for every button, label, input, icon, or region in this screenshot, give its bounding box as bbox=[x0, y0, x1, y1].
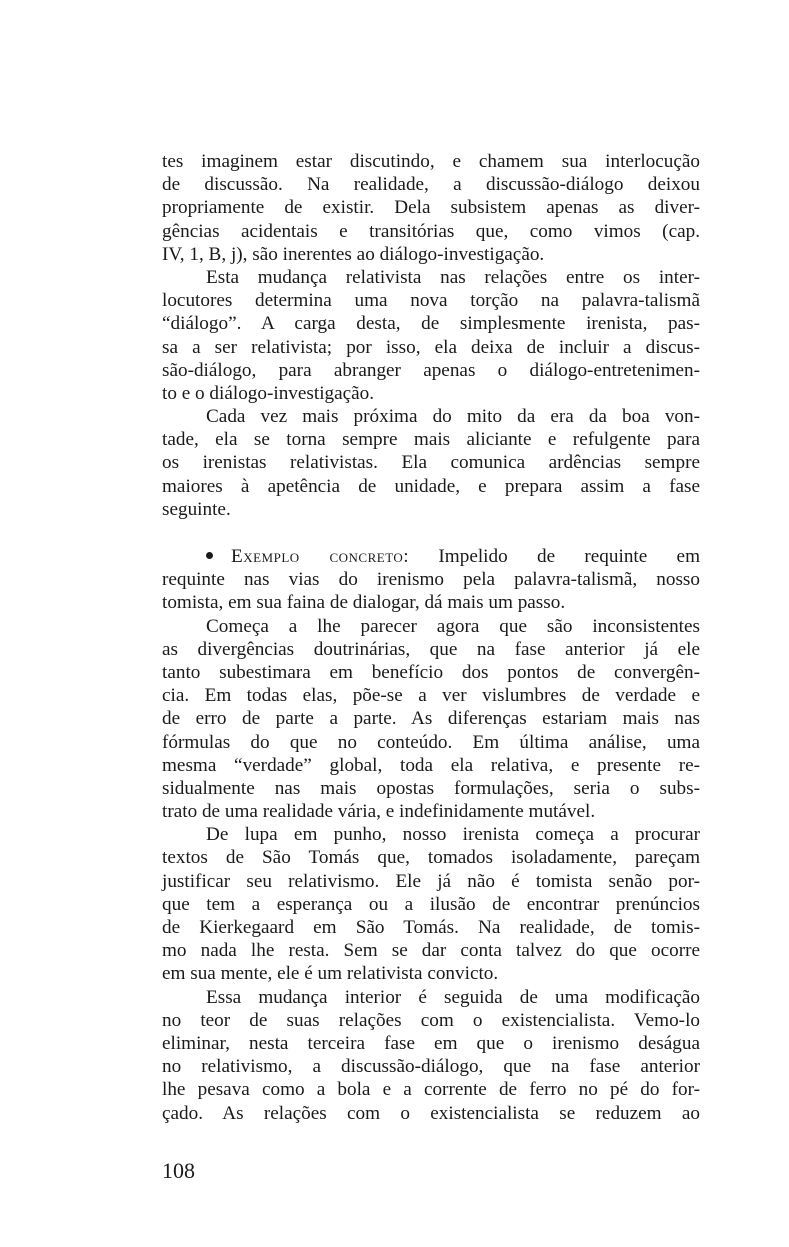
text-line: justificar seu relativismo. Ele já não é tomista senão por- bbox=[162, 870, 700, 892]
text-line: trato de uma realidade vária, e indefinidamente mutável. bbox=[162, 801, 596, 823]
paragraph-7 bbox=[162, 986, 700, 1125]
text-line: De lupa em punho, nosso irenista começa a procurar bbox=[206, 824, 700, 846]
text-line: mo nada lhe resta. Sem se dar conta talvez do que ocorre bbox=[162, 940, 700, 962]
text-line: propriamente de existir. Dela subsistem apenas as diver- bbox=[162, 197, 700, 219]
text-line: to e o diálogo-investigação. bbox=[162, 382, 375, 404]
text-line: em sua mente, ele é um relativista convicto. bbox=[162, 963, 499, 985]
text-line: textos de São Tomás que, tomados isoladamente, pareçam bbox=[162, 847, 700, 869]
text-line: tade, ela se torna sempre mais aliciante e refulgente para bbox=[162, 429, 700, 451]
example-first-line bbox=[162, 545, 700, 568]
text-line: de discussão. Na realidade, a discussão-diálogo deixou bbox=[162, 174, 700, 196]
text-line: cia. Em todas elas, põe-se a ver vislumbres de verdade e bbox=[162, 685, 700, 707]
text-line: mesma “verdade” global, toda ela relativa, e presente re- bbox=[162, 754, 700, 776]
text-line: çado. As relações com o existencialista se reduzem ao bbox=[162, 1102, 700, 1124]
text-line: são-diálogo, para abranger apenas o diálogo-entretenimen- bbox=[162, 359, 700, 381]
text-line: IV, 1, B, j), são inerentes ao diálogo-investigação. bbox=[162, 243, 545, 265]
text-line: locutores determina uma nova torção na palavra-talismã bbox=[162, 290, 700, 312]
text-line: sidualmente nas mais opostas formulações, seria o subs- bbox=[162, 777, 700, 799]
text-line: de erro de parte a parte. As diferenças estariam mais nas bbox=[162, 708, 700, 730]
text-line: Começa a lhe parecer agora que são inconsistentes bbox=[206, 615, 700, 637]
paragraph-1 bbox=[162, 150, 700, 266]
text-line: de Kierkegaard em São Tomás. Na realidade, de tomis- bbox=[162, 917, 700, 938]
bullet-icon bbox=[206, 552, 213, 559]
page-number: 108 bbox=[162, 1158, 195, 1183]
text-line: seguinte. bbox=[162, 498, 231, 520]
text-line: gências acidentais e transitórias que, como vimos (cap. bbox=[162, 220, 700, 242]
text-line: eliminar, nesta terceira fase em que o irenismo deságua bbox=[162, 1032, 700, 1054]
text-line: que tem a esperança ou a ilusão de encontrar prenúncios bbox=[162, 893, 700, 915]
paragraph-2 bbox=[162, 266, 700, 405]
section-gap bbox=[162, 521, 700, 545]
text-line: os irenistas relativistas. Ela comunica ardências sempre bbox=[162, 452, 700, 474]
paragraph-5 bbox=[162, 615, 700, 824]
text-line: lhe pesava como a bola e a corrente de ferro no pé do for- bbox=[162, 1079, 700, 1101]
text-line: Essa mudança interior é seguida de uma modificação bbox=[206, 986, 700, 1008]
text-line: tomista, em sua faina de dialogar, dá mais um passo. bbox=[162, 592, 566, 614]
text-line: no relativismo, a discussão-diálogo, que na fase anterior bbox=[162, 1056, 700, 1078]
text-line: maiores à apetência de unidade, e prepara assim a fase bbox=[162, 475, 700, 497]
text-line: Cada vez mais próxima do mito da era da boa von- bbox=[206, 406, 700, 428]
text-line: requinte nas vias do irenismo pela palavra-talismã, nosso bbox=[162, 569, 700, 591]
paragraph-4-example bbox=[162, 545, 700, 615]
text-line: tanto subestimara em benefício dos pontos de convergên- bbox=[162, 661, 700, 683]
text-line: no teor de suas relações com o existencialista. Vemo-lo bbox=[162, 1009, 700, 1031]
paragraph-3 bbox=[162, 405, 700, 521]
body-text bbox=[162, 150, 700, 1125]
text-line: Esta mudança relativista nas relações entre os inter- bbox=[206, 266, 700, 288]
text-line: as divergências doutrinárias, que na fase anterior já ele bbox=[162, 638, 700, 660]
text-line: tes imaginem estar discutindo, e chamem sua interlocução bbox=[162, 151, 700, 172]
example-heading: Exemplo concreto: bbox=[231, 546, 410, 567]
text-line: “diálogo”. A carga desta, de simplesmente irenista, pas- bbox=[162, 313, 700, 335]
text-line: sa a ser relativista; por isso, ela deixa de incluir a discus- bbox=[162, 336, 700, 358]
paragraph-6 bbox=[162, 823, 700, 985]
example-first-line-text: Impelido de requinte em bbox=[438, 546, 700, 567]
text-line: fórmulas do que no conteúdo. Em última análise, uma bbox=[162, 731, 700, 753]
